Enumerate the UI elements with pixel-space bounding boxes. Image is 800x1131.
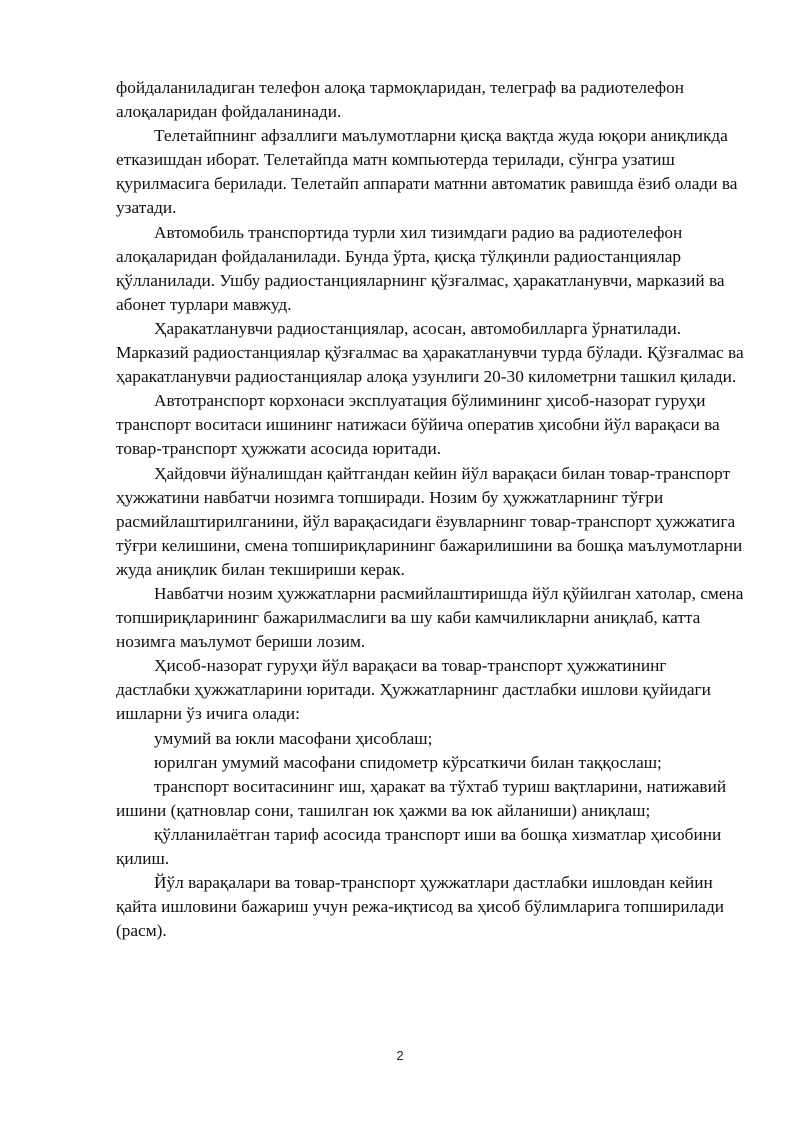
list-item-2: юрилган умумий масофани спидометр кўрсаткичи билан таққослаш; [154,752,662,772]
list-item-3: транспорт воситасининг иш, ҳаракат ва тўхтаб туриш вақтларини, натижавий ишини (қатновлар сони, ташилган юк ҳажми ва юк айланиши) аниқлаш; [116,776,727,820]
list-item-4: қўлланилаётган тариф асосида транспорт иши ва бошқа хизматлар ҳисобини қилиш. [116,824,722,868]
page-number: 2 [396,1048,404,1063]
paragraph-9: Йўл варақалари ва товар-транспорт ҳужжатлари дастлабки ишловдан кейин қайта ишловини бажариш учун режа-иқтисод ва ҳисоб бўлимларига топширилади (расм). [116,873,725,941]
paragraph-5: Автотранспорт корхонаси эксплуатация бўлимининг ҳисоб-назорат гуруҳи транспорт воситаси ишининг натижаси бўйича оператив ҳисобни йўл варақаси ва товар-транспорт ҳужжати асосида юритади. [116,391,720,459]
document-body [116,76,744,943]
paragraph-3: Автомобиль транспортида турли хил тизимдаги радио ва радиотелефон алоқаларидан фойдаланилади. Бунда ўрта, қисқа тўлқинли радиостанциялар қўлланилади. Ушбу радиостанцияларнинг қўзғалмас, ҳаракатланувчи, марказий ва абонет турлари мавжуд. [116,222,725,314]
list-item-1: умумий ва юкли масофани ҳисоблаш; [154,728,433,748]
paragraph-4: Ҳаракатланувчи радиостанциялар, асосан, автомобилларга ўрнатилади. Марказий радиостанциялар қўзғалмас ва ҳаракатланувчи турда бўлади. Қўзғалмас ва ҳаракатланувчи радиостанциялар алоқа узунлиги 20-30 километрни ташкил қилади. [116,318,744,387]
paragraph-7: Навбатчи нозим ҳужжатларни расмийлаштиришда йўл қўйилган хатолар, смена топшириқларининг бажарилмаслиги ва шу каби камчиликларни аниқлаб, катта нозимга маълумот бериши лозим. [116,583,744,652]
paragraph-8: Ҳисоб-назорат гуруҳи йўл варақаси ва товар-транспорт ҳужжатининг дастлабки ҳужжатларини юритади. Ҳужжатларнинг дастлабки ишлови қуйидаги ишларни ўз ичига олади: [116,656,711,724]
paragraph-2: Телетайпнинг афзаллиги маълумотларни қисқа вақтда жуда юқори аниқликда етказишдан иборат. Телетайпда матн компьютерда терилади, сўнгра узатиш қурилмасига берилади. Телетайп аппарати матнни автоматик равишда ёзиб олади ва узатади. [116,126,738,218]
paragraph-6: Ҳайдовчи йўналишдан қайтгандан кейин йўл варақаси билан товар-транспорт ҳужжатини навбатчи нозимга топширади. Нозим бу ҳужжатларнинг тўғри расмийлаштирилганини, йўл варақасидаги ёзувларнинг товар-транспорт ҳужжатига тўғри келишини, смена топшириқларининг бажарилишини ва бошқа маълумотларни жуда аниқлик билан текшириши керак. [116,463,743,579]
paragraph-1: фойдаланиладиган телефон алоқа тармоқларидан, телеграф ва радиотелефон алоқаларидан фойдаланинади. [116,78,685,122]
